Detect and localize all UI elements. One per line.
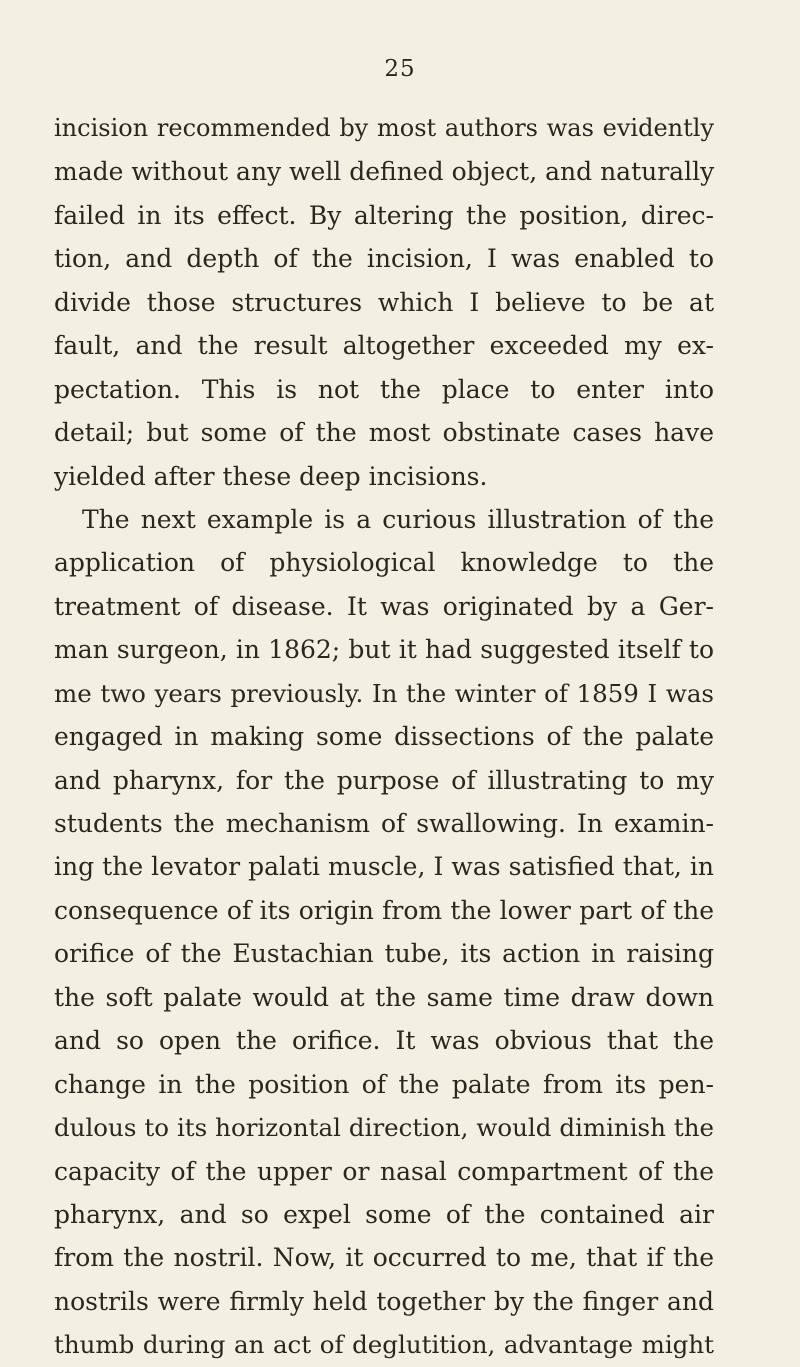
text-line: divide those structures which I believe to be at <box>54 287 714 317</box>
text-line: made without any well defined object, and naturally <box>54 157 715 187</box>
text-line: man surgeon, in 1862; but it had suggested itself to <box>54 635 714 665</box>
text-line: from the nostril. Now, it occurred to me, that if the <box>54 1243 714 1273</box>
paragraph-start-line: The next example is a curious illustration of the <box>82 504 714 534</box>
page-number: 25 <box>384 56 416 82</box>
text-line: detail; but some of the most obstinate cases have <box>54 418 714 448</box>
text-line: pharynx, and so expel some of the contained air <box>54 1199 714 1229</box>
paragraph-end-line: yielded after these deep incisions. <box>54 461 488 491</box>
body-text <box>54 107 714 1367</box>
text-line: me two years previously. In the winter of 1859 I was <box>54 678 714 708</box>
text-line: ing the levator palati muscle, I was satisfied that, in <box>54 852 714 882</box>
text-line: capacity of the upper or nasal compartment of the <box>54 1156 714 1186</box>
text-line: nostrils were firmly held together by the finger and <box>54 1286 714 1316</box>
text-line: fault, and the result altogether exceeded my ex- <box>54 331 714 361</box>
text-line: failed in its effect. By altering the position, direc- <box>54 200 714 230</box>
text-line: tion, and depth of the incision, I was enabled to <box>54 244 714 274</box>
text-line: engaged in making some dissections of the palate <box>54 722 714 752</box>
text-line: dulous to its horizontal direction, would diminish the <box>54 1113 714 1143</box>
text-line: pectation. This is not the place to enter into <box>54 374 714 404</box>
text-line: students the mechanism of swallowing. In examin- <box>54 809 714 838</box>
text-line: and so open the orifice. It was obvious that the <box>54 1026 714 1056</box>
text-line: thumb during an act of deglutition, advantage might <box>54 1330 714 1360</box>
text-line: application of physiological knowledge to the <box>54 548 714 578</box>
text-line: orifice of the Eustachian tube, its action in raising <box>54 939 714 969</box>
text-line: treatment of disease. It was originated by a Ger- <box>54 591 714 621</box>
text-line: incision recommended by most authors was evidently <box>54 114 714 142</box>
text-line: consequence of its origin from the lower part of the <box>54 895 714 925</box>
text-line: change in the position of the palate from its pen- <box>54 1069 714 1099</box>
text-line: and pharynx, for the purpose of illustrating to my <box>54 765 714 795</box>
text-line: the soft palate would at the same time draw down <box>54 982 714 1012</box>
